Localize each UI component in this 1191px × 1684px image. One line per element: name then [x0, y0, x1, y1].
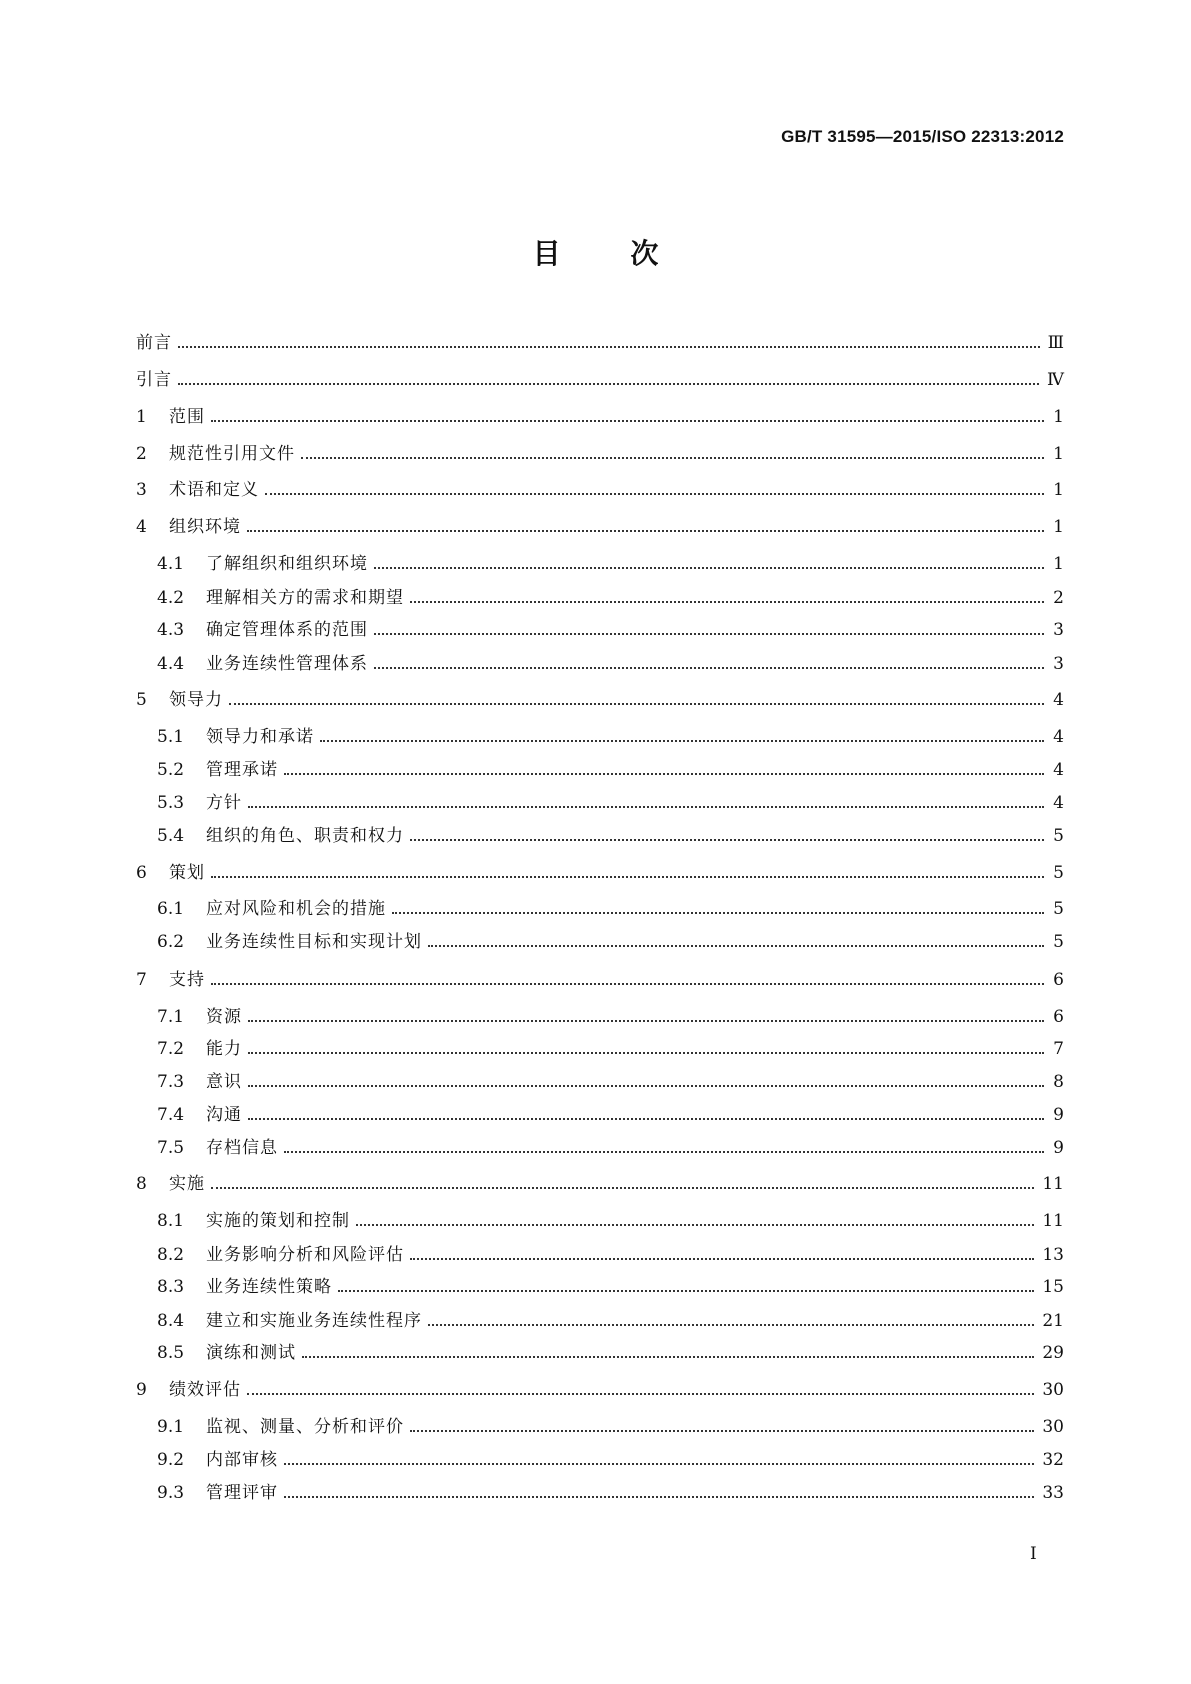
dot-leader [410, 601, 1044, 603]
toc-entry-number: 8.5 [157, 1343, 185, 1363]
toc-entry[interactable] [157, 1449, 1064, 1471]
toc-entry-label: 领导力 [169, 690, 223, 710]
toc-entry-label: 策划 [169, 863, 205, 883]
toc-entry-label: 业务连续性管理体系 [206, 654, 368, 674]
toc-entry[interactable] [136, 969, 1064, 991]
toc-entry[interactable] [136, 1173, 1064, 1195]
toc-entry-number: 8.3 [157, 1277, 185, 1297]
page-title [0, 232, 1191, 272]
toc-entry-page: Ⅲ [1047, 333, 1064, 353]
toc-entry-page: 9 [1053, 1138, 1064, 1158]
toc-entry-label: 领导力和承诺 [206, 727, 314, 747]
toc-entry-number: 4.1 [157, 554, 185, 574]
toc-entry[interactable] [136, 1379, 1064, 1401]
toc-entry[interactable] [136, 479, 1064, 501]
toc-entry-number: 4 [136, 517, 147, 537]
toc-entry-page: 5 [1053, 826, 1064, 846]
toc-entry-number: 7.3 [157, 1072, 185, 1092]
toc-entry-label: 存档信息 [206, 1138, 278, 1158]
toc-entry-label: 资源 [206, 1007, 242, 1027]
toc-entry-number: 6.2 [157, 932, 185, 952]
dot-leader [356, 1224, 1034, 1226]
toc-entry-number: 5.3 [157, 793, 185, 813]
toc-entry-label: 建立和实施业务连续性程序 [206, 1311, 422, 1331]
toc-entry-number: 5.1 [157, 727, 185, 747]
toc-entry[interactable] [157, 587, 1064, 609]
toc-entry[interactable] [157, 1310, 1064, 1332]
title-char: 次 [630, 237, 659, 270]
toc-entry-page: 32 [1042, 1450, 1064, 1470]
dot-leader [320, 740, 1044, 742]
toc-entry-page: 11 [1042, 1211, 1064, 1231]
toc-entry-label: 方针 [206, 793, 242, 813]
toc-entry-label: 术语和定义 [169, 480, 259, 500]
toc-entry-number: 8.4 [157, 1311, 185, 1331]
toc-entry-label: 支持 [169, 970, 205, 990]
toc-entry-number: 4.3 [157, 620, 185, 640]
toc-entry[interactable] [136, 369, 1064, 391]
dot-leader [178, 346, 1040, 348]
page-number: I [1030, 1544, 1037, 1564]
toc-entry-page: 5 [1053, 863, 1064, 883]
toc-entry-page: 1 [1053, 444, 1064, 464]
toc-entry-number: 5.4 [157, 826, 185, 846]
toc-entry-label: 实施 [169, 1174, 205, 1194]
toc-entry-page: 4 [1053, 727, 1064, 747]
toc-entry-label: 业务连续性目标和实现计划 [206, 932, 422, 952]
toc-entry[interactable] [157, 792, 1064, 814]
dot-leader [374, 633, 1044, 635]
toc-entry-page: 6 [1053, 1007, 1064, 1027]
toc-entry-number: 7.2 [157, 1039, 185, 1059]
toc-entry-page: 30 [1042, 1417, 1064, 1437]
toc-entry[interactable] [136, 332, 1064, 354]
toc-entry[interactable] [157, 1137, 1064, 1159]
toc-entry-page: Ⅳ [1047, 370, 1064, 390]
toc-entry-label: 管理承诺 [206, 760, 278, 780]
toc-entry-label: 业务影响分析和风险评估 [206, 1245, 404, 1265]
toc-entry[interactable] [157, 1342, 1064, 1364]
toc-entry-page: 21 [1042, 1311, 1064, 1331]
dot-leader [211, 1187, 1034, 1189]
dot-leader [229, 703, 1044, 705]
toc-entry[interactable] [157, 1210, 1064, 1232]
toc-entry-label: 实施的策划和控制 [206, 1211, 350, 1231]
toc-entry-label: 业务连续性策略 [206, 1277, 332, 1297]
dot-leader [247, 1393, 1034, 1395]
toc-entry-page: 4 [1053, 690, 1064, 710]
toc-entry-page: 4 [1053, 793, 1064, 813]
toc-entry-page: 6 [1053, 970, 1064, 990]
toc-entry-label: 范围 [169, 407, 205, 427]
toc-entry-label: 规范性引用文件 [169, 444, 295, 464]
dot-leader [211, 876, 1044, 878]
dot-leader [428, 1324, 1034, 1326]
toc-entry-number: 3 [136, 480, 147, 500]
toc-entry[interactable] [157, 1006, 1064, 1028]
toc-entry[interactable] [136, 689, 1064, 711]
toc-entry-number: 8.1 [157, 1211, 185, 1231]
toc-entry-page: 3 [1053, 620, 1064, 640]
dot-leader [392, 912, 1044, 914]
toc-entry-label: 确定管理体系的范围 [206, 620, 368, 640]
toc-entry-label: 沟通 [206, 1105, 242, 1125]
toc-entry-page: 3 [1053, 654, 1064, 674]
toc-entry-number: 5 [136, 690, 147, 710]
toc-entry-number: 4.2 [157, 588, 185, 608]
toc-entry-page: 29 [1042, 1343, 1064, 1363]
dot-leader [248, 1052, 1044, 1054]
dot-leader [211, 420, 1044, 422]
dot-leader [178, 383, 1039, 385]
toc-entry[interactable] [157, 726, 1064, 748]
toc-entry-number: 7 [136, 970, 147, 990]
toc-entry-page: 2 [1053, 588, 1064, 608]
dot-leader [338, 1290, 1034, 1292]
toc-entry-page: 5 [1053, 932, 1064, 952]
toc-entry[interactable] [157, 1482, 1064, 1504]
toc-entry[interactable] [157, 931, 1064, 953]
toc-entry-number: 9.1 [157, 1417, 185, 1437]
toc-entry-label: 组织环境 [169, 517, 241, 537]
toc-entry-label: 管理评审 [206, 1483, 278, 1503]
dot-leader [284, 1151, 1044, 1153]
toc-entry[interactable] [157, 619, 1064, 641]
toc-entry-label: 了解组织和组织环境 [206, 554, 368, 574]
toc-entry[interactable] [157, 1071, 1064, 1093]
toc-entry-number: 4.4 [157, 654, 185, 674]
toc-entry-number: 9.3 [157, 1483, 185, 1503]
toc-entry-number: 6 [136, 863, 147, 883]
toc-entry[interactable] [157, 653, 1064, 675]
toc-entry[interactable] [136, 406, 1064, 428]
toc-entry-page: 1 [1053, 554, 1064, 574]
toc-entry-page: 1 [1053, 407, 1064, 427]
toc-entry[interactable] [157, 1104, 1064, 1126]
toc-entry-number: 9.2 [157, 1450, 185, 1470]
toc-entry-label: 应对风险和机会的措施 [206, 899, 386, 919]
toc-entry-label: 前言 [136, 333, 172, 353]
dot-leader [410, 1430, 1034, 1432]
toc-entry-label: 能力 [206, 1039, 242, 1059]
toc-entry-number: 9 [136, 1380, 147, 1400]
toc-entry-label: 内部审核 [206, 1450, 278, 1470]
toc-entry-number: 2 [136, 444, 147, 464]
toc-entry-number: 7.1 [157, 1007, 185, 1027]
toc-entry-label: 引言 [136, 370, 172, 390]
dot-leader [248, 1020, 1044, 1022]
toc-entry-page: 5 [1053, 899, 1064, 919]
toc-entry[interactable] [157, 1038, 1064, 1060]
standard-code-header: GB/T 31595—2015/ISO 22313:2012 [781, 127, 1064, 146]
toc-entry-label: 组织的角色、职责和权力 [206, 826, 404, 846]
toc-entry[interactable] [157, 1416, 1064, 1438]
dot-leader [428, 945, 1044, 947]
toc-entry[interactable] [157, 825, 1064, 847]
toc-entry-label: 演练和测试 [206, 1343, 296, 1363]
dot-leader [374, 667, 1044, 669]
dot-leader [265, 493, 1044, 495]
title-char: 目 [532, 237, 561, 270]
toc-entry-number: 8.2 [157, 1245, 185, 1265]
toc-entry-number: 7.5 [157, 1138, 185, 1158]
toc-entry[interactable] [136, 862, 1064, 884]
toc-entry[interactable] [157, 759, 1064, 781]
toc-entry[interactable] [157, 898, 1064, 920]
toc-entry-page: 1 [1053, 480, 1064, 500]
dot-leader [248, 806, 1044, 808]
toc-entry-number: 1 [136, 407, 147, 427]
toc-entry-page: 33 [1042, 1483, 1064, 1503]
toc-entry-page: 8 [1053, 1072, 1064, 1092]
toc-entry-page: 4 [1053, 760, 1064, 780]
toc-entry-page: 11 [1042, 1174, 1064, 1194]
toc-entry-page: 13 [1042, 1245, 1064, 1265]
toc-entry-page: 15 [1042, 1277, 1064, 1297]
dot-leader [211, 983, 1044, 985]
dot-leader [374, 567, 1044, 569]
dot-leader [301, 457, 1044, 459]
toc-entry-page: 9 [1053, 1105, 1064, 1125]
toc-entry-number: 5.2 [157, 760, 185, 780]
dot-leader [302, 1356, 1034, 1358]
toc-entry-label: 理解相关方的需求和期望 [206, 588, 404, 608]
dot-leader [410, 839, 1044, 841]
toc-entry[interactable] [136, 516, 1064, 538]
dot-leader [284, 1463, 1034, 1465]
toc-entry-number: 6.1 [157, 899, 185, 919]
dot-leader [248, 1118, 1044, 1120]
toc-entry-label: 绩效评估 [169, 1380, 241, 1400]
toc-entry-label: 监视、测量、分析和评价 [206, 1417, 404, 1437]
dot-leader [284, 773, 1044, 775]
toc-entry-number: 7.4 [157, 1105, 185, 1125]
toc-entry-page: 7 [1053, 1039, 1064, 1059]
toc-entry[interactable] [157, 1244, 1064, 1266]
dot-leader [410, 1258, 1034, 1260]
toc-entry-number: 8 [136, 1174, 147, 1194]
toc-entry-page: 30 [1042, 1380, 1064, 1400]
toc-entry-label: 意识 [206, 1072, 242, 1092]
dot-leader [247, 530, 1044, 532]
toc-entry[interactable] [157, 1276, 1064, 1298]
toc-entry[interactable] [157, 553, 1064, 575]
dot-leader [284, 1496, 1034, 1498]
toc-entry-page: 1 [1053, 517, 1064, 537]
toc-entry[interactable] [136, 443, 1064, 465]
dot-leader [248, 1085, 1044, 1087]
